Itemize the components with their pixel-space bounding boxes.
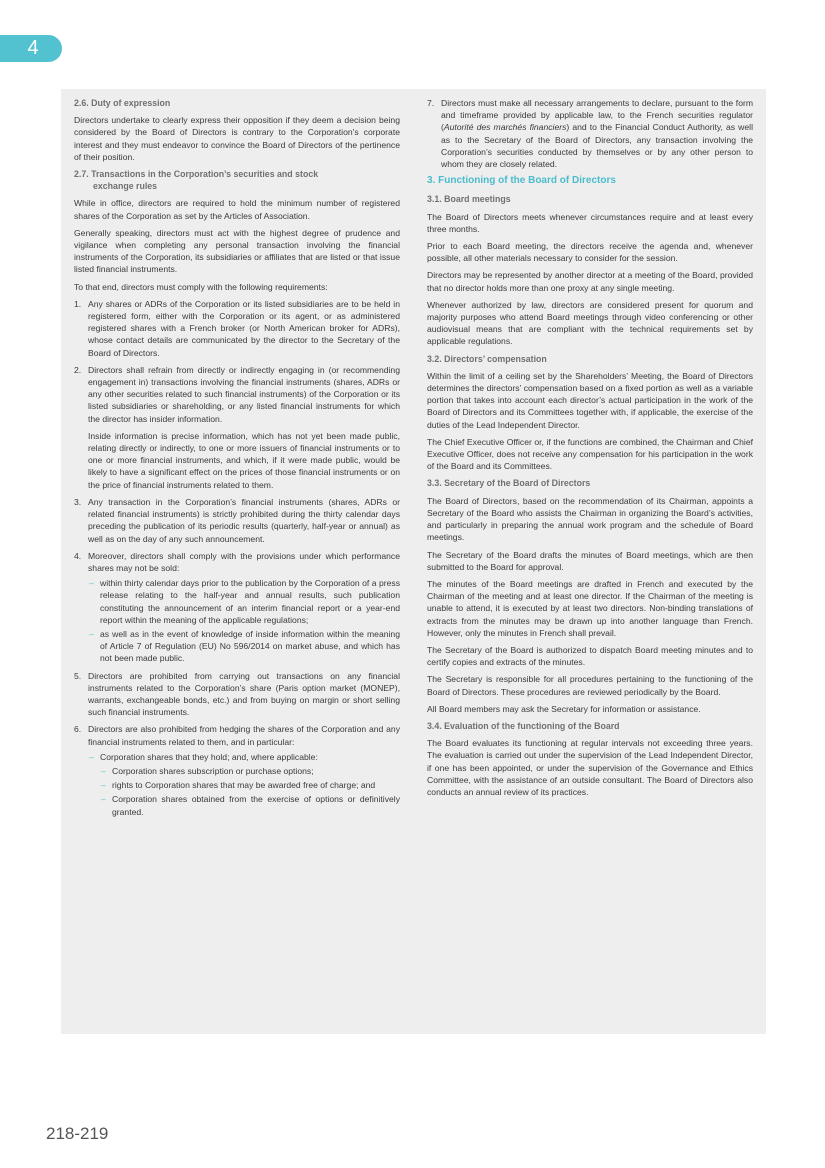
section-heading-2-7-line1: 2.7. Transactions in the Corporation’s securities and stock [74,169,319,180]
page-number: 218-219 [46,1124,109,1143]
content-panel [61,89,766,1034]
item-text-part: Directors must make all necessary arrangements to declare, pursuant to the form and timeframe provided by applicable law, to the French securities regulator ( [441,98,753,133]
paragraph: The Secretary of the Board is authorized to dispatch Board meeting minutes and to certify copies and extracts of the minutes. [427,644,753,668]
item-text: Directors are also prohibited from hedging the shares of the Corporation and any financial instruments related to them, and in particular: [88,724,400,747]
paragraph: Generally speaking, directors must act with the highest degree of prudence and vigilance when completing any personal transaction involving the financial instruments of the Corporation, its subsidiaries or affiliates that are listed or that issue listed financial instruments. [74,227,400,275]
requirement-item [74,298,400,359]
requirement-item [74,496,400,545]
item-text-part: ) and to the Financial Conduct Authority, as well as to the Secretary of the Board of Directors, any transaction involving the Corporation’s securities conducted by themselves or by any other person to whom they are closely related. [441,122,753,170]
amf-italic: Autorité des marchés financiers [443,122,567,133]
paragraph: The minutes of the Board meetings are drafted in French and executed by the Chairman of the meeting and at least one director. If the Chairman of the meeting is unable to attend, it is executed by at least two directors. Non-binding translations of extracts from the minutes may be drawn up into another language than French. However, only the minutes in French shall prevail. [427,578,753,638]
requirement-item [427,97,753,170]
dash-item [88,751,400,818]
dash-list [88,577,400,664]
item-number: 2. [74,364,82,375]
item-text: Directors are prohibited from carrying out transactions on any financial instruments related to the Corporation’s share (Paris option market (MONEP), warrants, exchangeable bonds, etc.) and from buying on margin or short selling such financial instruments. [88,670,400,718]
right-column [427,97,753,803]
item-text: Moreover, directors shall comply with the provisions under which performance shares may not be sold: [88,550,400,573]
section-heading-2-6: 2.6. Duty of expression [74,98,171,108]
paragraph: Whenever authorized by law, directors are considered present for quorum and majority purposes who attend Board meetings through video conferencing or other audiovisual means that are compliant with the technical requirements set by applicable regulations. [427,299,753,347]
paragraph: Directors undertake to clearly express their opposition if they deem a decision being considered by the Board of Directors is contrary to the Corporation’s corporate interest and they must endeavor to convince the Board of Directors of the pertinence of their position. [74,115,400,162]
section-heading-3-4: 3.4. Evaluation of the functioning of the Board [427,720,620,731]
item-text: Any shares or ADRs of the Corporation or its listed subsidiaries are to be held in registered form, either with the Corporation or its agent, or as administered registered shares with a French broker (or North American broker for ADRs), whose contact details are communicated by the director to the Secretary of the Board of Directors. [88,298,400,358]
section-heading-3-1: 3.1. Board meetings [427,194,511,205]
item-number: 4. [74,550,82,561]
paragraph: Within the limit of a ceiling set by the Shareholders’ Meeting, the Board of Directors determines the directors’ compensation based on a fixed portion as well as a variable portion that takes into account each director’s actual participation in the work of the Board of Directors and its Committees together with, if applicable, the exercise of the duties of the Lead Independent Director. [427,370,753,430]
item-text: Any transaction in the Corporation’s financial instruments (shares, ADRs or related financial instruments) is strictly prohibited during the thirty calendar days preceding the publication of its periodic results (quarterly, half-year or annual) as well as on the day of any such announcement. [88,496,400,544]
item-number: 1. [74,298,82,309]
dash-item: – Corporation shares obtained from the exercise of options or definitively granted. [100,793,400,817]
paragraph: The Board of Directors meets whenever circumstances require and at least every three months. [427,211,753,234]
requirements-list [74,298,400,818]
dash-item: – rights to Corporation shares that may be awarded free of charge; and [100,779,400,791]
dash-item: – Corporation shares subscription or purchase options; [100,765,400,777]
section-heading-2-7-line2: exchange rules [93,181,158,192]
requirement-item [74,670,400,719]
dash-item: – as well as in the event of knowledge of inside information within the meaning of Article 7 of Regulation (EU) No 596/2014 on market abuse, and which has not been made public. [88,628,400,665]
paragraph: The Secretary of the Board drafts the minutes of Board meetings, which are then submitted to the Board for approval. [427,549,753,572]
paragraph: To that end, directors must comply with the following requirements: [74,281,328,292]
dash-item-text: Corporation shares that they hold; and, where applicable: [100,751,318,762]
paragraph: While in office, directors are required to hold the minimum number of registered shares of the Corporation as set by the Articles of Association. [74,198,400,221]
paragraph: The Secretary is responsible for all procedures pertaining to the functioning of the Board of Directors. These procedures are reviewed periodically by the Board. [427,674,753,697]
section-heading-2-7 [74,168,400,192]
item-number: 5. [74,670,82,681]
paragraph: The Board of Directors, based on the recommendation of its Chairman, appoints a Secretary of the Board who assists the Chairman in organizing the Board’s activities, and particularly in preparing the annual work program and the schedule of Board meetings. [427,495,753,543]
requirement-item [74,723,400,817]
dash-item: – within thirty calendar days prior to the publication by the Corporation of a press release relating to the half-year and annual results, such publication constituting the announcement of an interim financial report or a year-end report within the meaning of the applicable regulations; [88,577,400,626]
requirements-list-continued [427,97,753,170]
paragraph: Directors may be represented by another director at a meeting of the Board, provided that no director holds more than one proxy at any single meeting. [427,270,753,293]
paragraph: The Board evaluates its functioning at regular intervals not exceeding three years. The evaluation is carried out under the supervision of the Lead Independent Director, if one has been appointed, or under the supervision of the Governance and Ethics Committee, with the assistance of an outside consultant. The Board of Directors also conducts an annual review of its practices. [427,738,753,797]
requirement-item [74,550,400,665]
section-heading-3-3: 3.3. Secretary of the Board of Directors [427,478,591,489]
left-column [74,97,400,823]
paragraph: Prior to each Board meeting, the directors receive the agenda and, whenever possible, all other materials necessary to consider for the session. [427,241,753,264]
item-number: 6. [74,724,82,735]
paragraph: All Board members may ask the Secretary for information or assistance. [427,703,701,714]
paragraph: The Chief Executive Officer or, if the functions are combined, the Chairman and Chief Executive Officer, does not receive any compensation for his participation in the work of the Board and its Committees. [427,436,753,472]
item-number: 3. [74,496,82,507]
requirement-item [74,364,400,491]
dash-list [88,751,400,818]
item-number: 7. [427,98,435,108]
section-heading-3: 3. Functioning of the Board of Directors [427,175,616,187]
item-text: Inside information is precise information, which has not yet been made public, relating directly or indirectly, to one or more issuers of financial instruments or to one or more financial instruments, and which, if it were made public, would be likely to have a significant effect on the prices of those financial instruments or on the price of financial instruments related to them. [88,430,400,490]
item-text [441,98,753,169]
chapter-tab: 4 [0,35,62,62]
section-heading-3-2: 3.2. Directors’ compensation [427,353,547,364]
item-text: Directors shall refrain from directly or indirectly engaging in (or recommending engagement in) transactions involving the financial instruments (shares, ADRs or any other securities related to such financial instruments) of the Corporation or its listed subsidiaries or shareholding, or any listed financial instruments for which the director has insider information. [88,364,400,424]
nested-dash-list [100,765,400,818]
